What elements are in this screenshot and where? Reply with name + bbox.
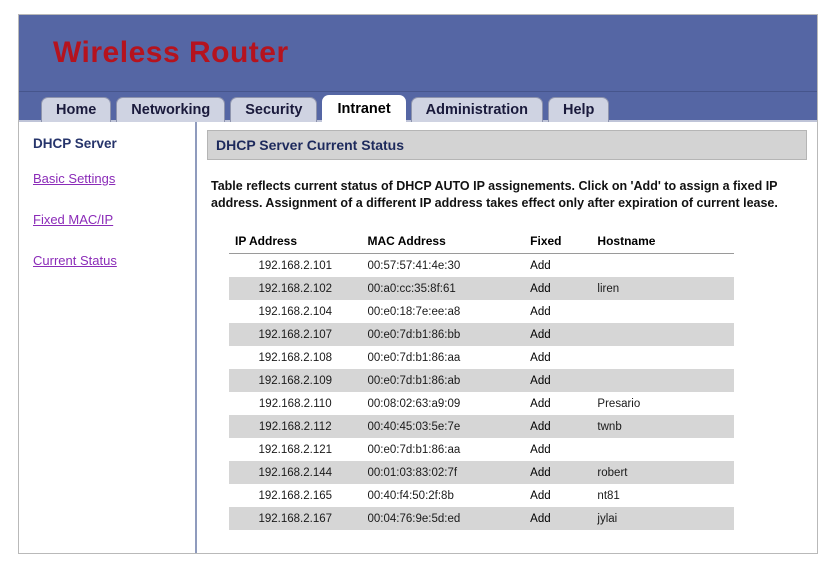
cell-fixed [524,369,591,392]
cell-ip-address: 192.168.2.112 [229,415,362,438]
cell-fixed [524,346,591,369]
add-fixed-ip-button[interactable]: Add [530,328,551,341]
cell-ip-address: 192.168.2.110 [258,397,332,410]
tab-bar [19,92,817,122]
cell-mac-address: 00:40:45:03:5e:7e [362,415,525,438]
cell-ip-address: 192.168.2.109 [229,369,362,392]
cell-mac-address: 00:04:76:9e:5d:ed [362,507,525,530]
table-row [229,507,734,530]
cell-hostname: twnb [591,415,734,438]
table-body [229,254,734,531]
add-fixed-ip-button[interactable]: Add [530,443,551,456]
cell-fixed [524,507,591,530]
cell-ip-address: 192.168.2.102 [229,277,362,300]
add-fixed-ip-button[interactable]: Add [530,397,551,410]
sidebar-item-current-status[interactable]: Current Status [33,253,117,268]
cell-hostname [591,438,734,461]
add-fixed-ip-button[interactable]: Add [530,374,551,387]
cell-hostname: jylai [591,507,734,530]
cell-fixed [524,438,591,461]
tab-list [41,92,817,122]
cell-ip-address: 192.168.2.121 [258,443,333,456]
table-row [229,346,734,369]
cell-mac-address: 00:e0:7d:b1:86:aa [367,443,461,456]
cell-hostname [591,369,734,392]
table-header [229,230,734,254]
cell-hostname [591,346,734,369]
page-title: Wireless Router [53,36,289,69]
table-row [229,254,734,278]
cell-hostname: liren [591,277,734,300]
cell-ip-address: 192.168.2.167 [229,507,362,530]
cell-fixed [524,277,591,300]
table-row [229,484,734,507]
table-row [229,277,734,300]
content-description: Table reflects current status of DHCP AUTO IP assignements. Click on 'Add' to assign a fixed IP address. Assignment of a different IP address takes effect only after expiration of current lease. [211,179,778,210]
cell-ip-address: 192.168.2.144 [229,461,362,484]
cell-mac-address: 00:01:03:83:02:7f [362,461,525,484]
table-row [229,461,734,484]
add-fixed-ip-button[interactable]: Add [530,282,551,295]
column-header-ip: IP Address [229,230,362,254]
cell-hostname [591,323,734,346]
tab-administration[interactable]: Administration [411,97,543,122]
table-row [229,438,734,461]
cell-hostname [591,254,734,278]
body [19,122,817,554]
cell-mac-address: 00:40:f4:50:2f:8b [367,489,454,502]
cell-fixed [524,392,591,415]
dhcp-status-table [229,230,734,530]
table-row [229,392,734,415]
cell-hostname: nt81 [597,489,620,502]
cell-ip-address: 192.168.2.107 [229,323,362,346]
tab-help[interactable]: Help [548,97,609,122]
cell-ip-address: 192.168.2.108 [258,351,333,364]
add-fixed-ip-button[interactable]: Add [530,305,551,318]
header-banner [19,15,817,92]
table-row [229,300,734,323]
table-row [229,415,734,438]
tab-home[interactable]: Home [41,97,111,122]
cell-mac-address: 00:e0:18:7e:ee:a8 [367,305,461,318]
cell-fixed [524,323,591,346]
add-fixed-ip-button[interactable]: Add [530,259,551,272]
cell-fixed [524,461,591,484]
add-fixed-ip-button[interactable]: Add [530,489,551,502]
sidebar-item-fixed-mac-ip[interactable]: Fixed MAC/IP [33,212,114,227]
cell-ip-address: 192.168.2.165 [258,489,333,502]
cell-fixed [524,484,591,507]
cell-mac-address: 00:57:57:41:4e:30 [367,259,461,272]
table-row [229,323,734,346]
cell-fixed [524,415,591,438]
cell-hostname: Presario [597,397,641,410]
content-title: DHCP Server Current Status [207,130,807,160]
table-header-row [229,230,734,254]
sidebar-item-basic-settings[interactable]: Basic Settings [33,171,116,186]
tab-security[interactable]: Security [230,97,317,122]
cell-hostname [591,300,734,323]
column-header-fixed: Fixed [524,230,591,254]
add-fixed-ip-button[interactable]: Add [530,351,551,364]
column-header-hostname: Hostname [591,230,734,254]
add-fixed-ip-button[interactable]: Add [530,420,551,433]
cell-mac-address: 00:e0:7d:b1:86:aa [367,351,461,364]
cell-mac-address: 00:e0:7d:b1:86:ab [362,369,525,392]
main-content [197,122,817,554]
cell-mac-address: 00:08:02:63:a9:09 [367,397,461,410]
cell-ip-address: 192.168.2.101 [258,259,333,272]
cell-ip-address: 192.168.2.104 [258,305,333,318]
sidebar [19,122,197,554]
cell-fixed [524,254,591,278]
cell-mac-address: 00:a0:cc:35:8f:61 [362,277,525,300]
tab-networking[interactable]: Networking [116,97,225,122]
tab-intranet[interactable]: Intranet [322,95,405,122]
cell-fixed [524,300,591,323]
cell-mac-address: 00:e0:7d:b1:86:bb [362,323,525,346]
column-header-mac: MAC Address [362,230,525,254]
cell-hostname: robert [591,461,734,484]
sidebar-heading: DHCP Server [33,136,117,151]
table-row [229,369,734,392]
router-admin-window [18,14,818,554]
add-fixed-ip-button[interactable]: Add [530,466,551,479]
sidebar-link-list [33,171,195,268]
add-fixed-ip-button[interactable]: Add [530,512,551,525]
